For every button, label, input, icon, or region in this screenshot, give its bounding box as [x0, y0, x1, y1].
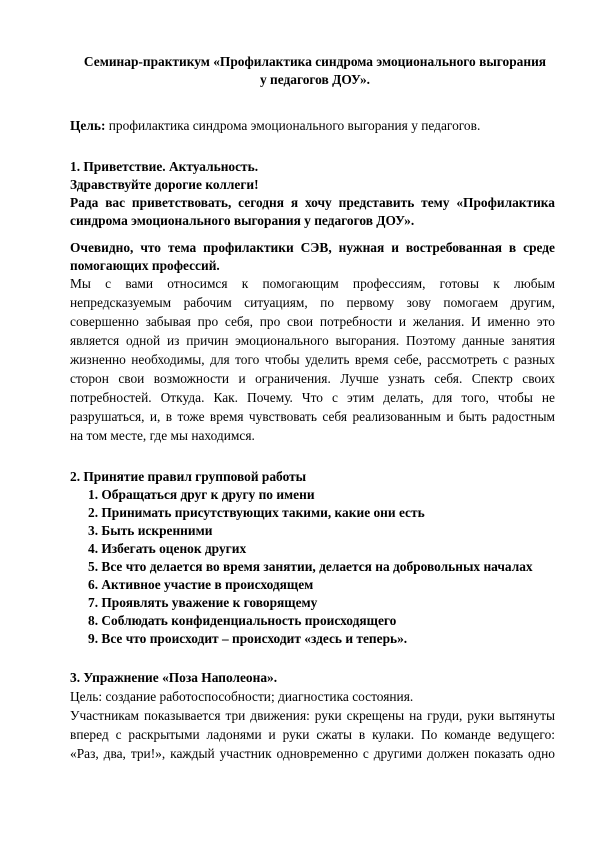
section-1-greeting: Здравствуйте дорогие коллеги!: [70, 177, 259, 192]
section-1-paragraph-line: Мы с вами относимся к помогающим профессиям, готовы к любым: [70, 276, 555, 291]
goal-text: профилактика синдрома эмоционального выгорания у педагогов.: [105, 118, 481, 133]
section-3-goal: Цель: создание работоспособности; диагностика состояния.: [70, 689, 414, 704]
rule-item: 7. Проявлять уважение к говорящему: [88, 595, 318, 610]
document-title-line-1: Семинар-практикум «Профилактика синдрома эмоционального выгорания: [83, 54, 547, 69]
rule-item: 4. Избегать оценок других: [88, 541, 247, 556]
rule-item: 1. Обращаться друг к другу по имени: [88, 487, 315, 502]
section-1-obvious-line-2: помогающих профессий.: [70, 258, 220, 273]
section-1-paragraph-line: сторон свои возможности и ограничения. Лучше узнать себя. Спектр своих: [70, 371, 555, 386]
rule-item: 8. Соблюдать конфиденциальность происходящего: [88, 613, 397, 628]
section-2-heading: 2. Принятие правил групповой работы: [70, 469, 307, 484]
section-1-paragraph-line: непредсказуемым рабочим ситуациям, по первому зову помогаем другим,: [70, 295, 555, 310]
section-3-paragraph-line: «Раз, два, три!», каждый участник одновременно с другими должен показать одно: [70, 746, 555, 761]
rule-item: 5. Все что делается во время занятии, делается на добровольных началах: [88, 559, 533, 574]
rule-item: 2. Принимать присутствующих такими, какие они есть: [88, 505, 425, 520]
section-1-intro-line-2: синдрома эмоционального выгорания у педагогов ДОУ».: [70, 213, 415, 228]
section-1-paragraph-line: разрушаться, и, в тоже время чувствовать себя реализованным и быть радостным: [70, 409, 555, 424]
section-1-intro-line-1: Рада вас приветствовать, сегодня я хочу представить тему «Профилактика: [70, 195, 555, 210]
document-title-line-2: у педагогов ДОУ».: [259, 72, 371, 87]
section-1-paragraph-line: является одной из причин эмоционального выгорания. Поэтому данные занятия: [70, 333, 555, 348]
section-3-paragraph-line: вперед с раскрытыми ладонями и руки сжаты в кулаки. По команде ведущего:: [70, 727, 555, 742]
goal-line: [70, 117, 480, 135]
section-1-paragraph-line: потребностей. Откуда. Как. Почему. Что с этим делать, для того, чтобы не: [70, 390, 555, 405]
section-1-paragraph-line: совершенно забывая про себя, про свои потребности и желания. И именно это: [70, 314, 555, 329]
rule-item: 9. Все что происходит – происходит «здесь и теперь».: [88, 631, 408, 646]
section-3-heading: 3. Упражнение «Поза Наполеона».: [70, 670, 278, 685]
goal-label: Цель:: [70, 118, 106, 133]
section-1-obvious-line-1: Очевидно, что тема профилактики СЭВ, нужная и востребованная в среде: [70, 240, 555, 255]
rule-item: 3. Быть искренними: [88, 523, 213, 538]
section-3-paragraph-line: Участникам показывается три движения: руки скрещены на груди, руки вытянуты: [70, 708, 555, 723]
section-1-paragraph-line: жизненно необходимы, для того чтобы уделить время себе, рассмотреть с разных: [70, 352, 555, 367]
rule-item: 6. Активное участие в происходящем: [88, 577, 314, 592]
section-1-paragraph-line: на том месте, где мы находимся.: [70, 428, 255, 443]
section-1-heading: 1. Приветствие. Актуальность.: [70, 159, 259, 174]
